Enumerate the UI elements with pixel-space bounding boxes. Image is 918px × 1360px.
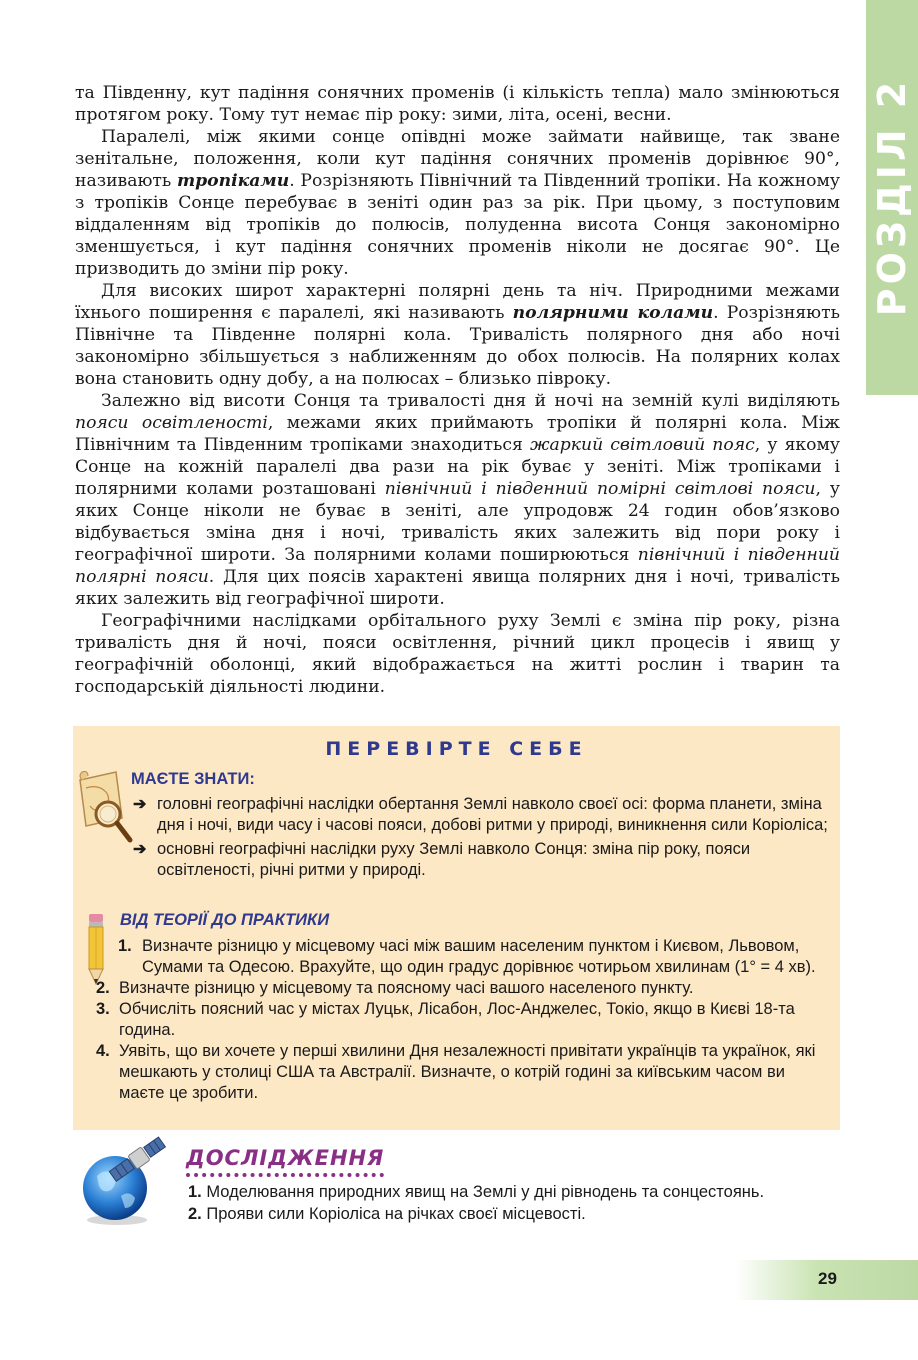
paragraph-text: Залежно від висоти Сонця та тривалості дня й ночі на земній кулі виділяють [101, 391, 840, 411]
paragraph-text: Паралелі, між якими сонце опівдні може займати найвище, так зване зенітальне, положення, коли кут падіння сонячних променів дорівнює 90°, називають [75, 127, 840, 191]
item-number: 3. [96, 1000, 110, 1018]
list-item [188, 1203, 848, 1225]
list-item [93, 1041, 831, 1104]
paragraph-text: . Розрізняють Північний та Південний тропіки. На кожному з тропіків Сонце перебуває в зеніті один раз за рік. При цьому, з поступовим віддаленням від тропіків до полюсів, полуденна висота Сонця закономірно зменшується, і кут падіння сонячних променів ніколи не досягає 90°. Це призводить до зміни пір року. [75, 171, 840, 279]
term-illumination-belts: пояси освітленості [75, 413, 268, 433]
know-list [131, 794, 831, 884]
practice-heading: ВІД ТЕОРІЇ ДО ПРАКТИКИ [120, 911, 330, 929]
paragraph-text: , межами яких приймають тропіки й полярні кола. Між Північним та Південним тропіками знаходиться [75, 413, 840, 455]
list-item-text: головні географічні наслідки обертання Землі навколо своєї осі: форма планети, зміна дня і ночі, види часу і часові пояси, добові ритми у природі, виникнення сили Коріоліса; [157, 795, 828, 834]
item-number: 2. [96, 979, 110, 997]
paragraph-1: та Південну, кут падіння сонячних променів (і кількість тепла) мало змінюються протягом року. Тому тут немає пір року: зими, літа, осені, весни. [75, 83, 840, 125]
list-item-text: Визначте різницю у місцевому та поясному часі вашого населеного пункту. [119, 979, 694, 997]
item-number: 4. [96, 1042, 110, 1060]
list-item [131, 794, 831, 836]
paragraph-text: . Для цих поясів характені явища полярних дня і ночі, тривалість яких залежить від географічної широти. [75, 567, 840, 609]
list-item-text: основні географічні наслідки руху Землі навколо Сонця: зміна пір року, пояси освітленості, річні ритми у природі. [157, 840, 751, 879]
list-item-text: Визначте різницю у місцевому часі між вашим населеним пунктом і Києвом, Львовом, Сумами та Одесою. Врахуйте, що один градус дорівнює чотирьом хвилинам (1° = 4 хв). [142, 937, 816, 976]
paragraph-text: , у яких Сонце ніколи не буває в зеніті, але упродовж 24 годин обов’язково відбувається зміна дня і ночі, тривалість яких залежить від пори року і географічної широти. За полярними колами поширюються [75, 479, 840, 565]
paragraph-text: . Розрізняють Північне та Південне полярні кола. Тривалість полярного дня або ночі закономірно збільшується з наближенням до обох полюсів. На полярних колах вона становить одну добу, а на полюсах – близько півроку. [75, 303, 840, 389]
paragraph-text: Для високих широт характерні полярні день та ніч. Природними межами їхнього поширення є паралелі, які називають [75, 281, 840, 323]
map-magnifier-icon [76, 766, 134, 848]
arrow-right-icon: ➔ [133, 841, 147, 858]
term-temperate-belts: північний і південний помірні світлові пояси [384, 479, 816, 499]
check-title: ПЕРЕВІРТЕ СЕБЕ [325, 738, 588, 760]
list-item-text: Уявіть, що ви хочете у перші хвилини Дня незалежності привітати українців та українок, які мешкають у столиці США та Австралії. Визначте, о котрій годині за київським часом ви маєте це зробити. [119, 1042, 816, 1102]
research-list [188, 1181, 848, 1225]
paragraph-5: Географічними наслідками орбітального руху Землі є зміна пір року, різна тривалість дня й ночі, пояси освітлення, річний цикл процесів і явищ у географічній оболонці, який відображається на житті рослин і тварин та господарській діяльності людини. [75, 611, 840, 697]
item-number: 2. [188, 1205, 202, 1223]
item-number: 1. [188, 1183, 202, 1201]
term-polar-circles: полярними колами [512, 303, 714, 323]
practice-list [93, 936, 831, 1104]
list-item [188, 1181, 848, 1203]
paragraph-2 [75, 126, 840, 280]
section-side-tab [866, 0, 918, 395]
list-item [93, 999, 831, 1041]
arrow-right-icon: ➔ [133, 796, 147, 813]
paragraph-3 [75, 280, 840, 390]
term-tropics: тропіками [176, 171, 290, 191]
research-heading: ДОСЛІДЖЕННЯ [186, 1146, 384, 1177]
page-number: 29 [818, 1269, 837, 1288]
list-item [115, 936, 831, 978]
list-item-text: Обчисліть поясний час у містах Луцьк, Лісабон, Лос-Анджелес, Токіо, якщо в Києві 18-та година. [119, 1000, 795, 1039]
paragraph-4 [75, 390, 840, 610]
paragraph-text: , у якому Сонце на кожній паралелі два рази на рік буває у зеніті. Між тропіками і полярними колами розташовані [75, 435, 840, 499]
check-yourself-box [73, 726, 840, 1130]
item-number: 1. [118, 937, 132, 955]
section-label: РОЗДІЛ 2 [870, 77, 914, 317]
term-polar-belts: північний і південний полярні пояси [75, 545, 840, 587]
list-item-text: Прояви сили Коріоліса на річках своєї місцевості. [206, 1205, 586, 1223]
list-item [131, 839, 831, 881]
list-item-text: Моделювання природних явищ на Землі у дні рівнодень та сонцестоянь. [206, 1183, 765, 1201]
globe-satellite-icon [77, 1132, 169, 1228]
list-item [93, 978, 831, 999]
main-text [75, 82, 840, 698]
term-hot-belt: жаркий світловий пояс [529, 435, 755, 455]
know-heading: МАЄТЕ ЗНАТИ: [131, 770, 255, 788]
